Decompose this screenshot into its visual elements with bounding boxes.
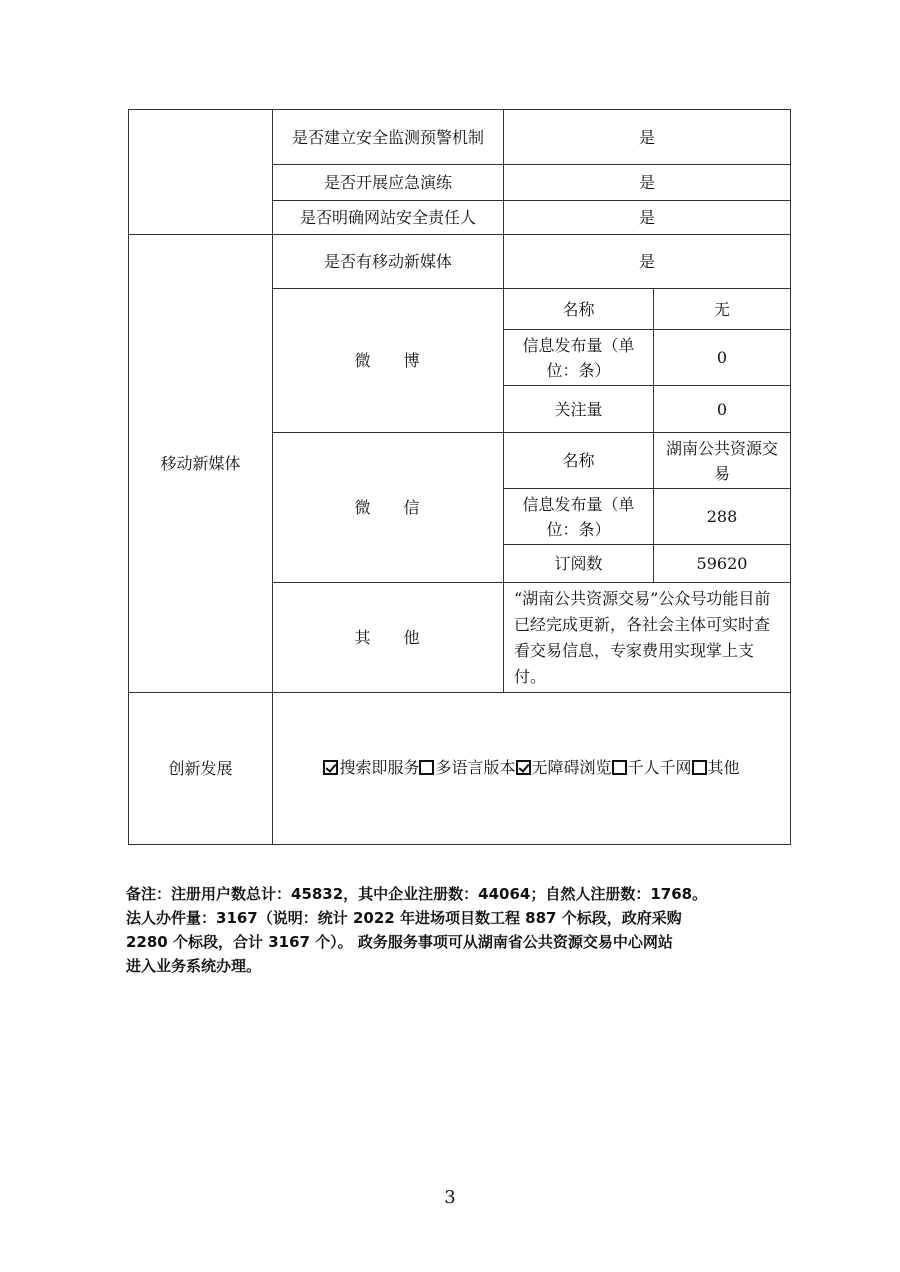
weibo-name-value: 无	[654, 289, 791, 330]
option-accessibility-label: 无障碍浏览	[531, 758, 612, 777]
emergency-drill-answer: 是	[504, 165, 791, 201]
remarks	[126, 882, 806, 978]
option-multilingual-label: 多语言版本	[435, 758, 516, 777]
wechat-posts-label: 信息发布量（单位：条）	[504, 489, 654, 545]
option-personalized-checkbox[interactable]	[612, 760, 627, 775]
weibo-posts-label: 信息发布量（单位：条）	[504, 330, 654, 386]
page-number: 3	[444, 1187, 456, 1208]
innovation-options	[323, 755, 739, 780]
weibo-followers-label: 关注量	[504, 386, 654, 433]
has-media-answer: 是	[504, 235, 791, 289]
option-personalized-label: 千人千网	[627, 758, 692, 777]
security-monitor-answer: 是	[504, 110, 791, 165]
wechat-name-value: 湖南公共资源交易	[654, 433, 791, 489]
remarks-line-4: 进入业务系统办理。	[126, 957, 262, 975]
has-media-question: 是否有移动新媒体	[273, 235, 504, 289]
weibo-posts-value: 0	[654, 330, 791, 386]
mobile-media-section-label: 移动新媒体	[129, 235, 273, 693]
innovation-label: 创新发展	[129, 693, 273, 845]
weibo-name-label: 名称	[504, 289, 654, 330]
weibo-followers-value: 0	[654, 386, 791, 433]
option-other-label: 其他	[707, 758, 740, 777]
weibo-label: 微 博	[273, 289, 504, 433]
security-owner-answer: 是	[504, 201, 791, 235]
remarks-line-3: 2280 个标段，合计 3167 个）。 政务服务事项可从湖南省公共资源交易中心网站	[126, 933, 673, 951]
option-other-checkbox[interactable]	[692, 760, 707, 775]
option-search-service-checkbox[interactable]	[323, 760, 338, 775]
option-accessibility-checkbox[interactable]	[516, 760, 531, 775]
emergency-drill-question: 是否开展应急演练	[273, 165, 504, 201]
security-owner-question: 是否明确网站安全责任人	[273, 201, 504, 235]
wechat-name-label: 名称	[504, 433, 654, 489]
wechat-subs-label: 订阅数	[504, 545, 654, 583]
option-multilingual-checkbox[interactable]	[419, 760, 434, 775]
wechat-posts-value: 288	[654, 489, 791, 545]
other-media-text: “湖南公共资源交易”公众号功能目前已经完成更新，各社会主体可实时查看交易信息，专家费用实现掌上支付。	[504, 583, 791, 693]
website-report-table	[128, 109, 791, 845]
other-media-label: 其 他	[273, 583, 504, 693]
remarks-line-1: 备注：注册用户数总计：45832，其中企业注册数：44064；自然人注册数：1768。	[126, 885, 708, 903]
wechat-subs-value: 59620	[654, 545, 791, 583]
security-monitor-question: 是否建立安全监测预警机制	[273, 110, 504, 165]
security-section-cell	[129, 110, 273, 235]
remarks-line-2: 法人办件量：3167（说明：统计 2022 年进场项目数工程 887 个标段，政府采购	[126, 909, 682, 927]
option-search-service-label: 搜索即服务	[339, 758, 420, 777]
wechat-label: 微 信	[273, 433, 504, 583]
innovation-options-cell	[273, 693, 791, 845]
